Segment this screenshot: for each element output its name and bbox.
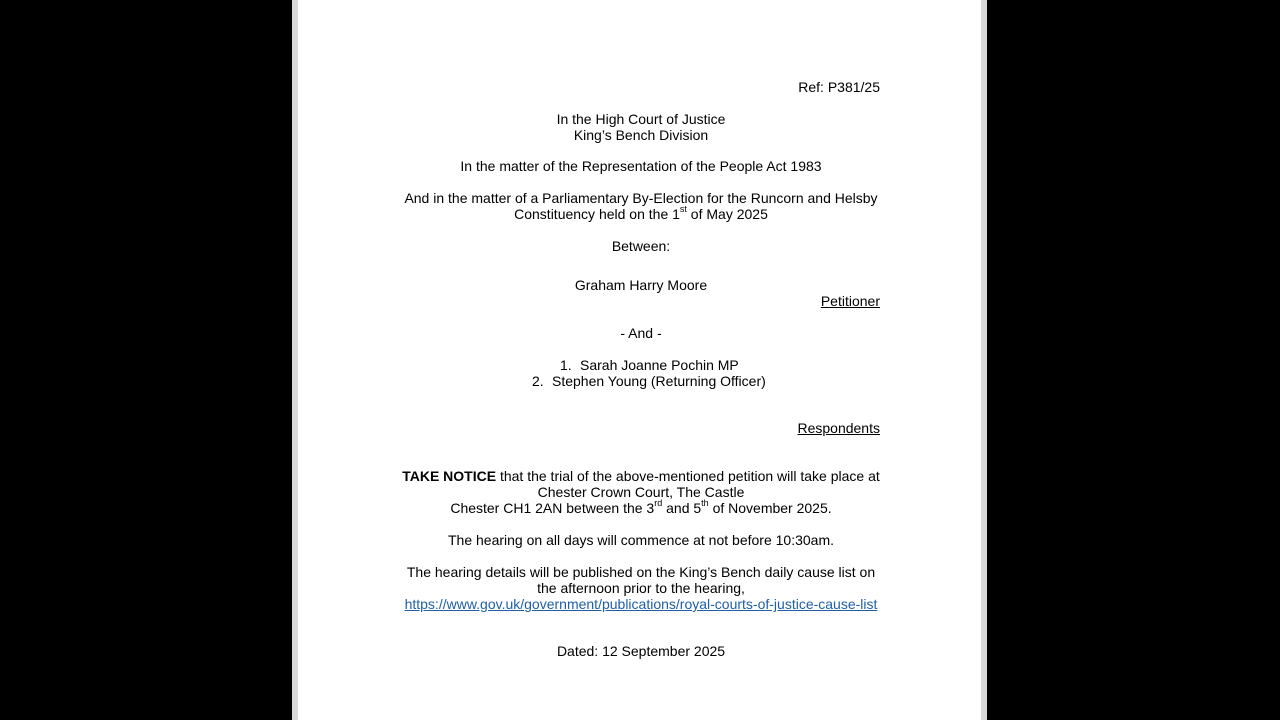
notice-text: that the trial of the above-mentioned petition will take place at xyxy=(496,468,880,484)
between-heading: Between: xyxy=(611,238,671,254)
notice-dates-a: Chester CH1 2AN between the 3 xyxy=(450,500,655,516)
respondent-item-2 xyxy=(532,373,766,389)
notice-dates-sup-2: th xyxy=(701,498,709,509)
respondent-number: 1. xyxy=(560,357,572,373)
respondent-number: 2. xyxy=(532,373,544,389)
cause-list-link[interactable]: https://www.gov.uk/government/publications/royal-courts-of-justice-cause-list xyxy=(404,596,878,612)
matter-election-text-b: of May 2025 xyxy=(686,206,768,222)
notice-dates-sup-1: rd xyxy=(654,498,663,509)
petitioner-label xyxy=(402,293,880,309)
matter-election-line-2 xyxy=(402,206,880,222)
document-page xyxy=(298,0,981,720)
respondents-label xyxy=(402,420,880,436)
respondents-label-text: Respondents xyxy=(797,420,880,436)
document-content xyxy=(402,0,880,720)
petitioner-label-text: Petitioner xyxy=(820,293,880,309)
and-separator: - And - xyxy=(620,325,662,341)
notice-line-2: Chester Crown Court, The Castle xyxy=(537,484,745,500)
respondent-name: Sarah Joanne Pochin MP xyxy=(580,357,739,373)
details-line-2: the afternoon prior to the hearing, xyxy=(537,580,745,596)
petitioner-name: Graham Harry Moore xyxy=(574,277,708,293)
matter-election-line-1: And in the matter of a Parliamentary By-Election for the Runcorn and Helsby xyxy=(404,190,878,206)
notice-dates-c: of November 2025. xyxy=(708,500,832,516)
respondent-item-1 xyxy=(560,357,739,373)
matter-election-text-a: Constituency held on the 1 xyxy=(514,206,680,222)
details-link-line xyxy=(402,596,880,612)
matter-election-sup: st xyxy=(679,204,687,215)
court-division: King’s Bench Division xyxy=(573,127,709,143)
respondent-name: Stephen Young (Returning Officer) xyxy=(552,373,766,389)
notice-line-1 xyxy=(402,468,880,484)
details-line-1: The hearing details will be published on the King’s Bench daily cause list on xyxy=(406,564,876,580)
court-name: In the High Court of Justice xyxy=(556,111,726,127)
notice-line-3 xyxy=(402,500,880,516)
reference-number: Ref: P381/25 xyxy=(798,79,880,95)
dated-line: Dated: 12 September 2025 xyxy=(556,643,726,659)
notice-dates-b: and 5 xyxy=(662,500,702,516)
hearing-time: The hearing on all days will commence at not before 10:30am. xyxy=(448,532,834,548)
take-notice-heading: TAKE NOTICE xyxy=(402,468,497,484)
matter-act: In the matter of the Representation of the People Act 1983 xyxy=(460,158,822,174)
